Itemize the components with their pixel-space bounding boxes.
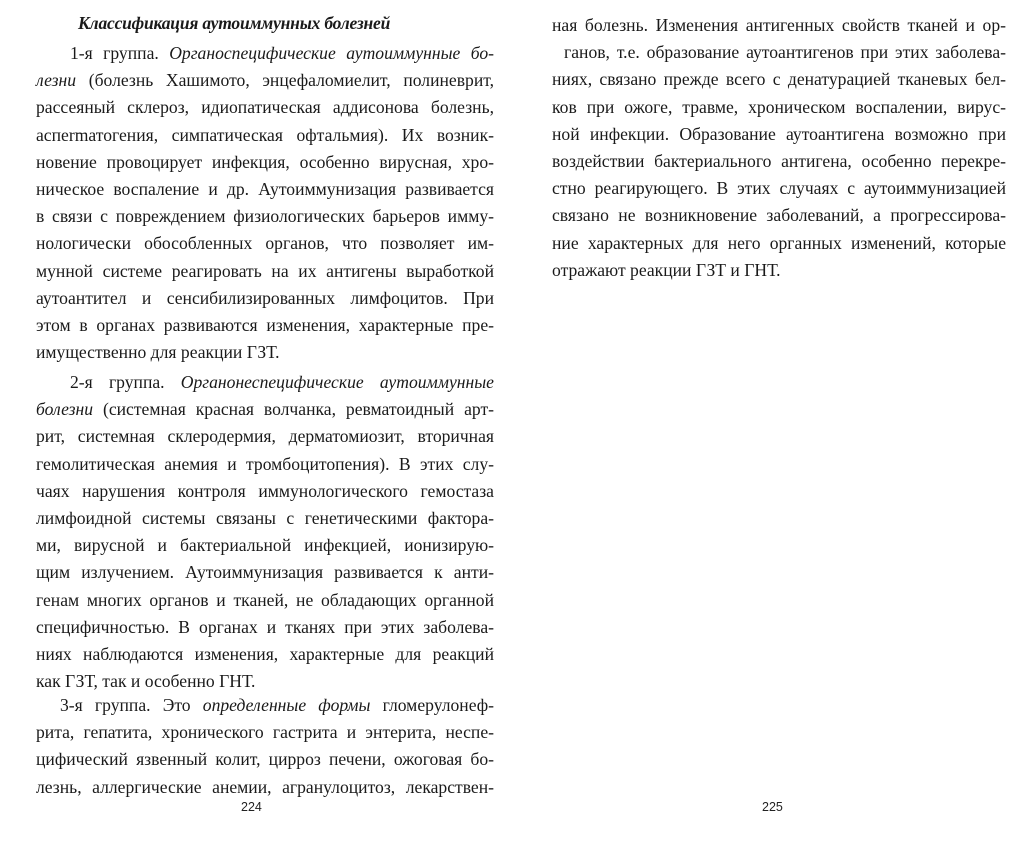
- paragraph-group-2: [36, 369, 494, 695]
- text-line: имущественно для реакции ГЗТ.: [36, 342, 280, 363]
- text-line: ническое воспаление и др. Аутоиммунизация развивается: [36, 178, 494, 199]
- text-line: рассеяный склероз, идиопатическая аддисонова болезнь,: [36, 97, 494, 118]
- text-line: ми, вирусной и бактериальной инфекцией, ионизирую-: [36, 535, 494, 556]
- text-line: генам многих органов и тканей, не обладающих органной: [36, 589, 494, 610]
- text-line: лезни (болезнь Хашимото, энцефаломиелит, полиневрит,: [36, 70, 494, 91]
- text-line: ганов, т.е. образование аутоантигенов при этих заболева-: [564, 42, 1006, 63]
- text-line: мунной системе реагировать на их антигены выработкой: [36, 260, 494, 281]
- text-line: как ГЗТ, так и особенно ГНТ.: [36, 671, 256, 692]
- text-line: нологически обособленных органов, что позволяет им-: [36, 233, 494, 254]
- text-line: стно реагирующего. В этих случаях с аутоиммунизацией: [552, 178, 1006, 199]
- paragraph-group-3: [36, 692, 494, 801]
- text-line: 2-я группа. Органонеспецифические аутоиммунные: [70, 372, 494, 392]
- left-page: [36, 0, 494, 842]
- text-line: специфичностью. В органах и тканях при этих заболева-: [36, 616, 494, 637]
- text-line: ная болезнь. Изменения антигенных свойств тканей и ор-: [552, 15, 1006, 35]
- text-line: аутоантител и сенсибилизированных лимфоцитов. При: [36, 287, 494, 308]
- text-line: 1-я группа. Органоспецифические аутоиммунные бо-: [70, 43, 494, 63]
- paragraph-group-1: [36, 40, 494, 366]
- text-line: лезнь, аллергические анемии, агранулоцитоз, лекарствен-: [36, 776, 494, 797]
- text-line: ниях, связано прежде всего с денатурацией тканевых бел-: [552, 69, 1006, 90]
- text-line: отражают реакции ГЗТ и ГНТ.: [552, 259, 781, 280]
- text-line: рит, системная склеродермия, дерматомиозит, вторичная: [36, 426, 494, 447]
- text-line: ной инфекции. Образование аутоантигена возможно при: [552, 123, 1006, 144]
- text-line: этом в органах развиваются изменения, характерные пре-: [36, 314, 494, 335]
- text-line: ниях наблюдаются изменения, характерные для реакций: [36, 643, 494, 664]
- section-heading: Классификация аутоиммунных болезней: [78, 13, 391, 33]
- text-line: гемолитическая анемия и тромбоцитопения). В этих слу-: [36, 453, 494, 474]
- text-line: ние характерных для него органных изменений, которые: [552, 232, 1006, 253]
- text-line: ков при ожоге, травме, хроническом воспалении, вирус-: [552, 96, 1006, 117]
- text-line: новение провоцирует инфекция, особенно вирусная, хро-: [36, 151, 494, 172]
- text-line: цифический язвенный колит, цирроз печени, ожоговая бо-: [36, 749, 494, 770]
- right-page: [552, 0, 1006, 842]
- text-line: чаях нарушения контроля иммунологического гемостаза: [36, 480, 494, 501]
- text-line: воздействии бактериального антигена, особенно перекре-: [552, 150, 1006, 171]
- paragraph-continuation: [552, 12, 1006, 284]
- text-line: аспermатогения, симпатическая офтальмия). Их возник-: [36, 124, 494, 145]
- text-line: болезни (системная красная волчанка, ревматоидный арт-: [36, 399, 494, 420]
- text-line: щим излучением. Аутоиммунизация развивается к анти-: [36, 562, 494, 583]
- text-line: рита, гепатита, хронического гастрита и энтерита, неспе-: [36, 722, 494, 743]
- page-number-right: 225: [762, 800, 783, 814]
- text-line: лимфоидной системы связаны с генетическими фактора-: [36, 507, 494, 528]
- page-number-left: 224: [241, 800, 262, 814]
- text-line: связано не возникновение заболеваний, а прогрессирова-: [552, 205, 1006, 226]
- text-line: 3-я группа. Это определенные формы гломерулонеф-: [60, 695, 494, 715]
- text-line: в связи с повреждением физиологических барьеров имму-: [36, 206, 494, 227]
